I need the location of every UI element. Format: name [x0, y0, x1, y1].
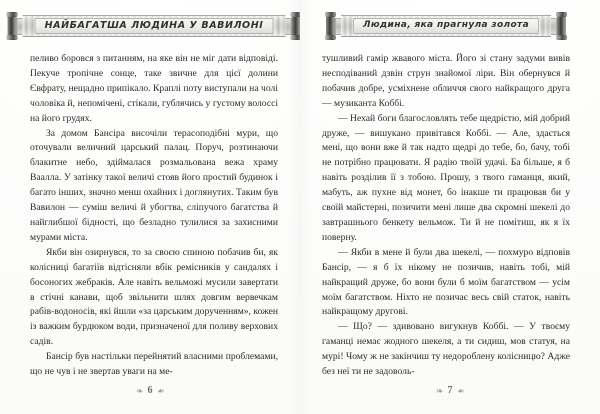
right-page-body — [322, 52, 570, 380]
right-page-title: Людина, яка прагнула золота — [363, 20, 529, 30]
scroll-plate-left — [35, 18, 274, 34]
left-page-folio — [0, 386, 300, 396]
left-page-header — [30, 0, 278, 52]
paragraph: — Якби в мене й були два шекелі, — похмуро відповів Бансір, — я б їх нікому не позичив, навіть тобі, мій найкращий друже, бо вони були б моїм багатством — усім моїм багатством. Ніхто не позичає весь свій статок, навіть найкращому другові. — [322, 246, 570, 318]
folio-ornament-right-icon: ❧ — [456, 386, 465, 396]
scroll-curl-right-icon — [285, 18, 291, 35]
scroll-roller-right-icon — [557, 13, 566, 39]
paragraph: тушливий гамір жвавого міста. Його зі стану задуми вивів несподіваний дзвін струн знайомої ліри. Він обернувся й побачив добре, усміхнене обличчя свого найкращого друга — музиканта Коббі. — [322, 53, 570, 109]
scroll-roller-left-icon — [326, 13, 335, 39]
scroll-body-left — [23, 15, 286, 37]
right-page-number: 7 — [447, 385, 453, 396]
folio-ornament-left-icon: ❧ — [435, 386, 444, 396]
scroll-plate-right — [353, 18, 539, 34]
right-page-folio — [300, 386, 600, 396]
left-page-number: 6 — [147, 385, 153, 396]
right-page — [300, 0, 600, 414]
scroll-body-right — [341, 15, 551, 37]
paragraph: — Що? — здивовано вигукнув Коббі. — У твоєму гаманці немає жодного шекеля, а ти сидиш, мов статуя, на мурі! Чому ж не закінчиш ту недороблену колісницю? Адже без неї ти не задоволь- — [322, 321, 570, 378]
right-scroll-banner — [326, 13, 566, 39]
paragraph: — Нехай боги благословлять тебе щедрістю, мій добрий друже, — вишукано привітався Коббі. — Але, здається мені, що вони вже й так надто щедрі до тебе, бо, бачу, тобі не потрібно працювати. Я радію твоїй удачі. Ба більше, я б навіть розділив її з тобою. Прошу, з твого гаманця, який, мабуть, аж пухне від монет, бо інакше ти працював би у своїй майстерні, позичити мені лише два скромні шекелі до завтрашнього бенкету вельмож. Ти й не помітиш, як я їх поверну. — [322, 112, 570, 243]
paragraph: Якби він озирнувся, то за своєю спиною побачив би, як колісниці багатіїв відтісняли вбік ремісників у сандалях і босоногих жебраків. Але навіть вельможі мусили завертати в стічні канави, щоб звільнити шлях довгим вервечкам рабів-водоносів, які йшли «за царським дорученням», кожен із важким бурдюком води, призначеної для поливу верхових садів. — [30, 246, 278, 348]
left-page-title: НАЙБАГАТША ЛЮДИНА У ВАВИЛОНІ — [44, 20, 264, 31]
paragraph: Бансір був настільки перейнятий власними проблемами, що не чув і не звертав уваги на ме- — [30, 351, 278, 378]
left-page-body — [30, 52, 278, 380]
folio-ornament-left-icon: ❧ — [135, 386, 144, 396]
paragraph: За домом Бансіра височіли терасоподібні мури, що оточували величний царський палац. Поруч, розтинаючи блакитне небо, здіймалася розмальована вежа храму Ваалла. У затінку такої величі стояв його простий будинок і багато інших, значно менш охайних і доглянутих. Таким був Вавилон — суміш величі й убогтва, сліпучого багатства й найглибшої бідності, що безладно тулилися за захисними мурами міста. — [30, 127, 278, 243]
paragraph: пеливо боровся з питанням, на яке він не міг дати відповіді. Пекуче тропічне сонце, таке звичне для цієї долини Євфрату, нещадно припікало. Краплі поту виступали на чолі чоловіка й, непомічені, стікали, гублячись у густому волоссі на його грудях. — [30, 53, 278, 124]
left-scroll-banner — [8, 13, 301, 39]
folio-ornament-right-icon: ❧ — [156, 386, 165, 396]
scroll-roller-left-icon — [8, 13, 17, 39]
right-page-header — [322, 0, 570, 52]
